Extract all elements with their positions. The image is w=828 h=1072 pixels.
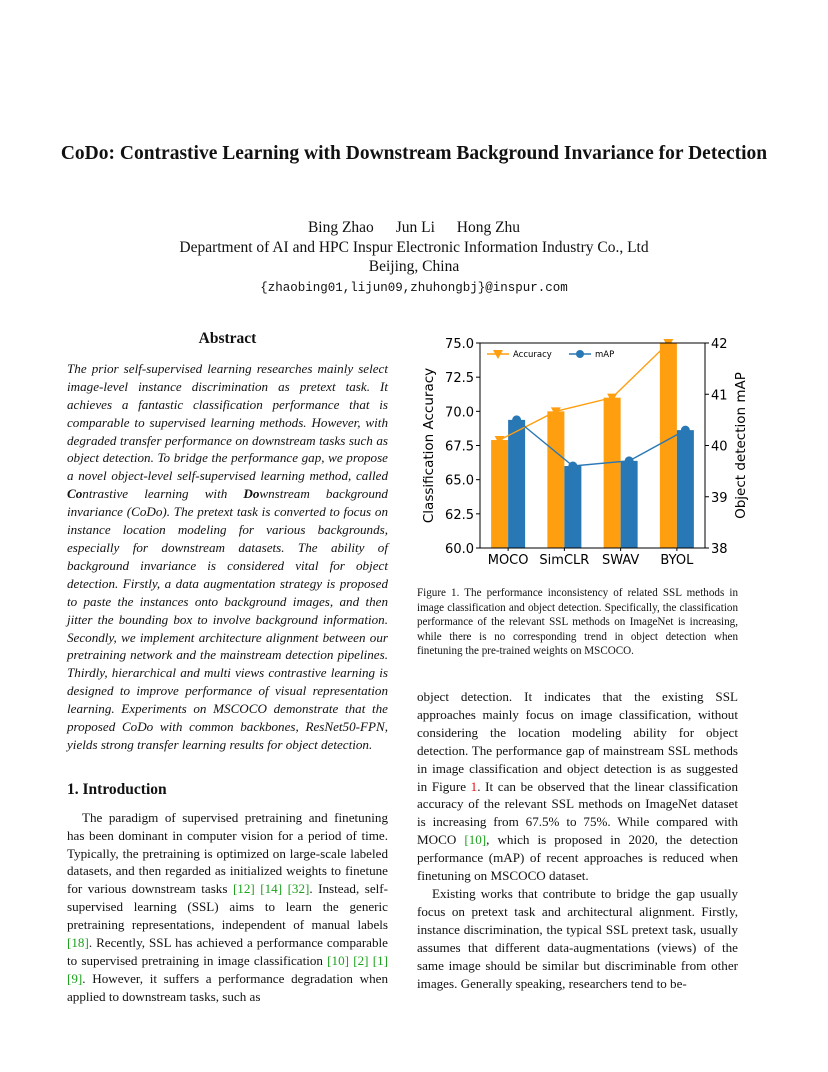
intro-text: . Instead, self-supervised learning (SSL) aims to learn the generic pretraining representations, independent of manual labels xyxy=(67,881,388,933)
y2-tick-label: 42 xyxy=(711,337,728,352)
citation-link[interactable]: [12] xyxy=(232,881,255,897)
abstract-paragraph xyxy=(67,360,388,754)
map-point xyxy=(681,426,690,435)
author-block xyxy=(60,218,768,298)
y-tick-label: 62.5 xyxy=(445,507,474,523)
figure-caption: Figure 1. The performance inconsistency of related SSL methods in image classification and object detection. Specifically, the classification performance of the relevant SSL methods on ImageNet is increasing, while there is no corresponding trend in object detection when finetuning the pre-trained weights on MSCOCO. xyxy=(417,587,738,657)
y2-tick-label: 38 xyxy=(711,542,728,557)
figure-reference-link[interactable]: 1 xyxy=(470,778,478,794)
body-paragraph: Existing works that contribute to bridge the gap usually focus on pretext task and architectural alignment. Firstly, instance discrimination, the typical SSL pretext task, usually assumes that different data-augmentations (views) of the same image should be similar but discriminable from other images. Generally speaking, researchers tend to be- xyxy=(417,885,738,991)
citation-link[interactable]: [18] xyxy=(67,935,89,951)
intro-paragraph xyxy=(67,809,388,1006)
y-tick-label: 72.5 xyxy=(445,371,474,387)
citation-link[interactable]: [14] xyxy=(260,881,283,897)
map-point xyxy=(568,462,577,471)
accuracy-bar xyxy=(491,440,508,548)
author-email: {zhaobing01,lijun09,zhuhongbj}@inspur.com xyxy=(260,280,568,295)
map-bar xyxy=(621,461,638,548)
legend-map-marker xyxy=(576,350,584,358)
citation-link[interactable]: [2] xyxy=(353,953,369,968)
x-tick-label: MOCO xyxy=(487,553,529,568)
citation-link[interactable]: [9] xyxy=(67,970,83,986)
y-tick-label: 75.0 xyxy=(445,337,474,352)
map-bar xyxy=(564,466,581,548)
x-tick-label: BYOL xyxy=(660,553,694,568)
x-tick-label: SimCLR xyxy=(539,553,590,568)
chart-svg xyxy=(417,335,757,575)
intro-text: . Recently, SSL has achieved a performance comparable to supervised pretraining in image classification xyxy=(67,935,388,968)
citation-link[interactable]: [10] xyxy=(464,832,487,848)
location: Beijing, China xyxy=(368,258,460,275)
accuracy-bar xyxy=(660,343,677,548)
y2-tick-label: 41 xyxy=(711,388,728,404)
body-text: object detection. It indicates that the existing SSL approaches mainly focus on image classification, without considering the location modeling ability for object detection. The performance gap of mainstream SSL methods in image classification and object detection is as suggested in Figure xyxy=(417,689,738,794)
y-axis-label: Classification Accuracy xyxy=(421,367,437,524)
paper-title: CoDo: Contrastive Learning with Downstream Background Invariance for Detection xyxy=(60,143,768,164)
legend-accuracy-label: Accuracy xyxy=(513,350,552,360)
abstract-emphasis: Do xyxy=(243,486,260,502)
section-heading: 1. Introduction xyxy=(67,780,167,798)
intro-text: . However, it suffers a performance degradation when applied to downstream tasks, such as xyxy=(67,970,388,1004)
y2-tick-label: 39 xyxy=(711,490,728,506)
intro-text: The paradigm of supervised pretraining and finetuning has been dominant in computer vision for a period of time. Typically, the pretraining is optimized on large-scale labeled datasets, and then regarded as initialized weights to finetune for various downstream tasks xyxy=(67,809,388,897)
abstract-text: The prior self-supervised learning researches mainly select image-level instance discrimination as pretext task. It achieves a fantastic classification performance that is comparable to supervised learning methods. However, with degraded transfer performance on downstream tasks such as object detection. To bridge the performance gap, we propose a novel object-level self-supervised learning method, called xyxy=(67,360,388,484)
body-text: . It can be observed that the linear classification accuracy of the relevant SSL methods on ImageNet dataset is increasing from 67.5% to 75%. While compared with MOCO xyxy=(417,778,738,848)
author-name: Hong Zhu xyxy=(456,219,521,236)
abstract-heading: Abstract xyxy=(198,330,257,347)
abstract-emphasis: Co xyxy=(67,486,83,502)
legend-map-label: mAP xyxy=(595,350,615,360)
author-name: Bing Zhao xyxy=(307,219,374,236)
author-names xyxy=(60,218,768,238)
body-text: , which is proposed in 2020, the detection performance (mAP) of recent approaches is reduced when finetuning on MSCOCO dataset. xyxy=(417,832,739,884)
accuracy-bar xyxy=(547,411,564,548)
abstract-body xyxy=(67,360,388,754)
y-tick-label: 70.0 xyxy=(445,405,474,421)
citation-link[interactable]: [1] xyxy=(372,953,388,968)
map-bar xyxy=(508,420,525,548)
affiliation: Department of AI and HPC Inspur Electronic Information Industry Co., Ltd xyxy=(179,238,649,256)
intro-body xyxy=(67,809,388,1006)
figure-1-chart xyxy=(417,335,757,575)
left-column xyxy=(67,330,388,1006)
abstract-text: wnstream background invariance (CoDo). The pretext task is converted to focus on instance location modeling for various backgrounds, especially for downstream datasets. The ability of background invariance is considered vital for object detection. Firstly, a data augmentation strategy is proposed to paste the instances onto background images, and then jitter the bounding box to involve background information. Secondly, we implement architecture alignment between our pretraining network and the mainstream detection pipelines. Thirdly, hierarchical and multi views contrastive learning is designed to improve performance of visual representation learning. Experiments on MSCOCO demonstrate that the proposed CoDo with common backbones, ResNet50-FPN, yields strong transfer learning results for object detection. xyxy=(67,486,388,752)
body-paragraph xyxy=(417,688,738,885)
map-bar xyxy=(677,430,694,548)
y-tick-label: 67.5 xyxy=(445,439,474,455)
map-point xyxy=(625,456,634,465)
citation-link[interactable]: [32] xyxy=(287,881,310,897)
abstract-text: ntrastive learning with xyxy=(82,486,244,502)
x-tick-label: SWAV xyxy=(601,553,640,568)
author-name: Jun Li xyxy=(395,219,435,236)
y2-axis-label: Object detection mAP xyxy=(733,372,749,519)
map-point xyxy=(512,415,521,424)
y-tick-label: 60.0 xyxy=(445,542,474,557)
right-column xyxy=(417,688,738,992)
y2-tick-label: 40 xyxy=(711,439,728,455)
y-tick-label: 65.0 xyxy=(445,473,474,489)
citation-link[interactable]: [10] xyxy=(327,953,349,968)
accuracy-bar xyxy=(604,398,621,548)
